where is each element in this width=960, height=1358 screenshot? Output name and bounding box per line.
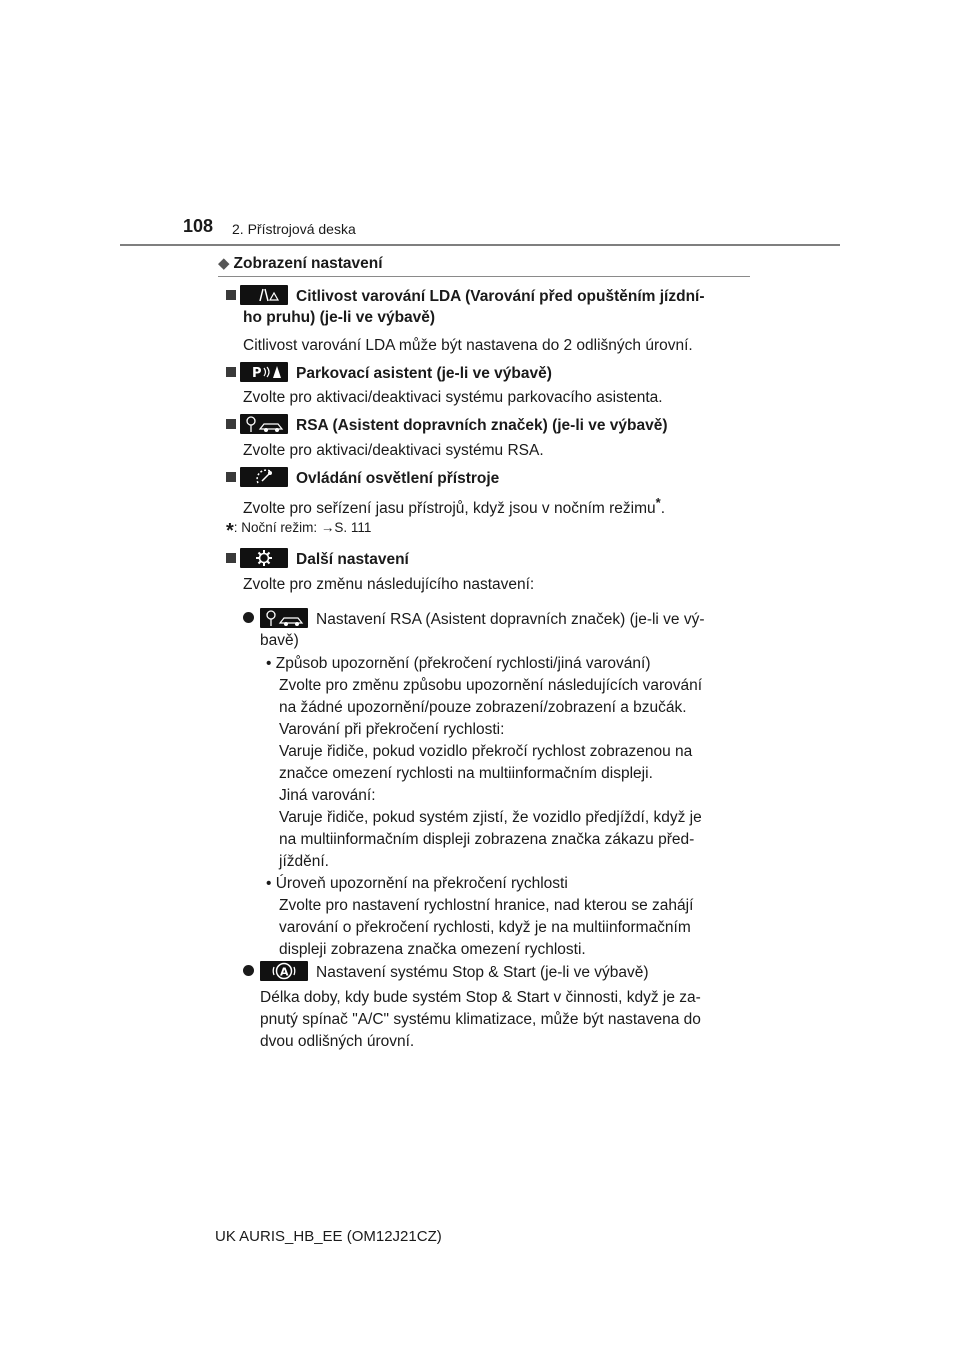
- other-heading: [226, 548, 746, 571]
- parking-heading: [226, 362, 746, 385]
- lighting-heading-text: Ovládání osvětlení přístroje: [296, 470, 500, 487]
- square-bullet-icon: [226, 290, 236, 300]
- other-warnings-line2: na multiinformačním displeji zobrazena značka zákazu před-: [279, 831, 695, 848]
- road-sign-assist-icon: [260, 608, 308, 628]
- lane-departure-icon: [240, 285, 288, 305]
- arrow-right-icon: →: [320, 520, 335, 535]
- parking-heading-text: Parkovací asistent (je-li ve výbavě): [296, 365, 552, 382]
- header-divider: [120, 244, 840, 246]
- notification-method-title: • Způsob upozornění (překročení rychlosti/jiná varování): [266, 655, 651, 672]
- brightness-icon: [240, 467, 288, 487]
- lda-description: Citlivost varování LDA může být nastavena do 2 odlišných úrovní.: [243, 337, 693, 354]
- overspeed-line1: Varuje řidiče, pokud vozidlo překročí rychlost zobrazenou na: [279, 743, 693, 760]
- lda-heading: [226, 285, 746, 308]
- rsa-settings-line2: bavě): [260, 632, 299, 649]
- lighting-description-end: .: [660, 500, 666, 518]
- rsa-settings-heading: [243, 608, 745, 631]
- footnote-ref[interactable]: S. 111: [334, 520, 372, 535]
- overspeed-label: Varování při překročení rychlosti:: [279, 721, 505, 738]
- lighting-description-text: Zvolte pro seřízení jasu přístrojů, když jsou v nočním režimu: [243, 500, 656, 518]
- lda-heading-line2: ho pruhu) (je-li ve výbavě): [243, 309, 436, 326]
- rsa-heading: [226, 414, 746, 437]
- overspeed-level-line3: displeji zobrazena značka omezení rychlosti.: [279, 941, 586, 958]
- stop-start-icon: [260, 961, 308, 981]
- square-bullet-icon: [226, 553, 236, 563]
- round-bullet-icon: [243, 612, 254, 623]
- footnote-text: : Noční režim:: [233, 520, 321, 535]
- stopstart-line2: pnutý spínač "A/C" systému klimatizace, může být nastavena do: [260, 1011, 701, 1028]
- other-description: Zvolte pro změnu následujícího nastavení:: [243, 576, 535, 593]
- overspeed-level-line2: varování o překročení rychlosti, když je na multiinformačním: [279, 919, 691, 936]
- parking-description: Zvolte pro aktivaci/deaktivaci systému parkovacího asistenta.: [243, 389, 663, 406]
- other-warnings-line3: jíždění.: [279, 853, 329, 870]
- lda-heading-line1: Citlivost varování LDA (Varování před opuštěním jízdní-: [296, 288, 705, 305]
- square-bullet-icon: [226, 367, 236, 377]
- footnote-star: *: [226, 520, 234, 542]
- stopstart-heading: [243, 961, 649, 984]
- stopstart-heading-text: Nastavení systému Stop & Start (je-li ve výbavě): [316, 964, 649, 981]
- round-bullet-icon: [243, 965, 254, 976]
- stopstart-line3: dvou odlišných úrovní.: [260, 1033, 415, 1050]
- lighting-description: [243, 492, 665, 520]
- footer-model-code: UK AURIS_HB_EE (OM12J21CZ): [215, 1228, 442, 1245]
- section-title: [218, 254, 383, 273]
- footnote-marker: *: [655, 495, 661, 510]
- notification-method-line2: na žádné upozornění/pouze zobrazení/zobrazení a bzučák.: [279, 699, 687, 716]
- square-bullet-icon: [226, 419, 236, 429]
- other-warnings-label: Jiná varování:: [279, 787, 376, 804]
- overspeed-level-title: • Úroveň upozornění na překročení rychlosti: [266, 875, 568, 892]
- rsa-description: Zvolte pro aktivaci/deaktivaci systému RSA.: [243, 442, 544, 459]
- parking-assist-icon: [240, 362, 288, 382]
- other-warnings-line1: Varuje řidiče, pokud systém zjistí, že vozidlo předjíždí, když je: [279, 809, 702, 826]
- section-divider: [218, 276, 750, 277]
- svg-text:P: P: [252, 366, 262, 381]
- overspeed-level-line1: Zvolte pro nastavení rychlostní hranice, nad kterou se zahájí: [279, 897, 694, 914]
- stopstart-line1: Délka doby, kdy bude systém Stop & Start v činnosti, když je za-: [260, 989, 701, 1006]
- diamond-bullet-icon: ◆: [218, 255, 230, 272]
- other-heading-text: Další nastavení: [296, 551, 409, 568]
- page-number: 108: [183, 216, 214, 236]
- rsa-heading-text: RSA (Asistent dopravních značek) (je-li ve výbavě): [296, 417, 668, 434]
- road-sign-assist-icon: [240, 414, 288, 434]
- svg-text:A: A: [280, 965, 289, 979]
- rsa-settings-line1: Nastavení RSA (Asistent dopravních značek) (je-li ve vý-: [316, 611, 705, 628]
- square-bullet-icon: [226, 472, 236, 482]
- footnote: [226, 520, 371, 543]
- lighting-heading: [226, 467, 746, 490]
- chapter-title: 2. Přístrojová deska: [232, 221, 356, 237]
- gear-icon: [240, 548, 288, 568]
- section-title-text: Zobrazení nastavení: [233, 255, 383, 272]
- overspeed-line2: značce omezení rychlosti na multiinformačním displeji.: [279, 765, 653, 782]
- notification-method-line1: Zvolte pro změnu způsobu upozornění následujících varování: [279, 677, 703, 694]
